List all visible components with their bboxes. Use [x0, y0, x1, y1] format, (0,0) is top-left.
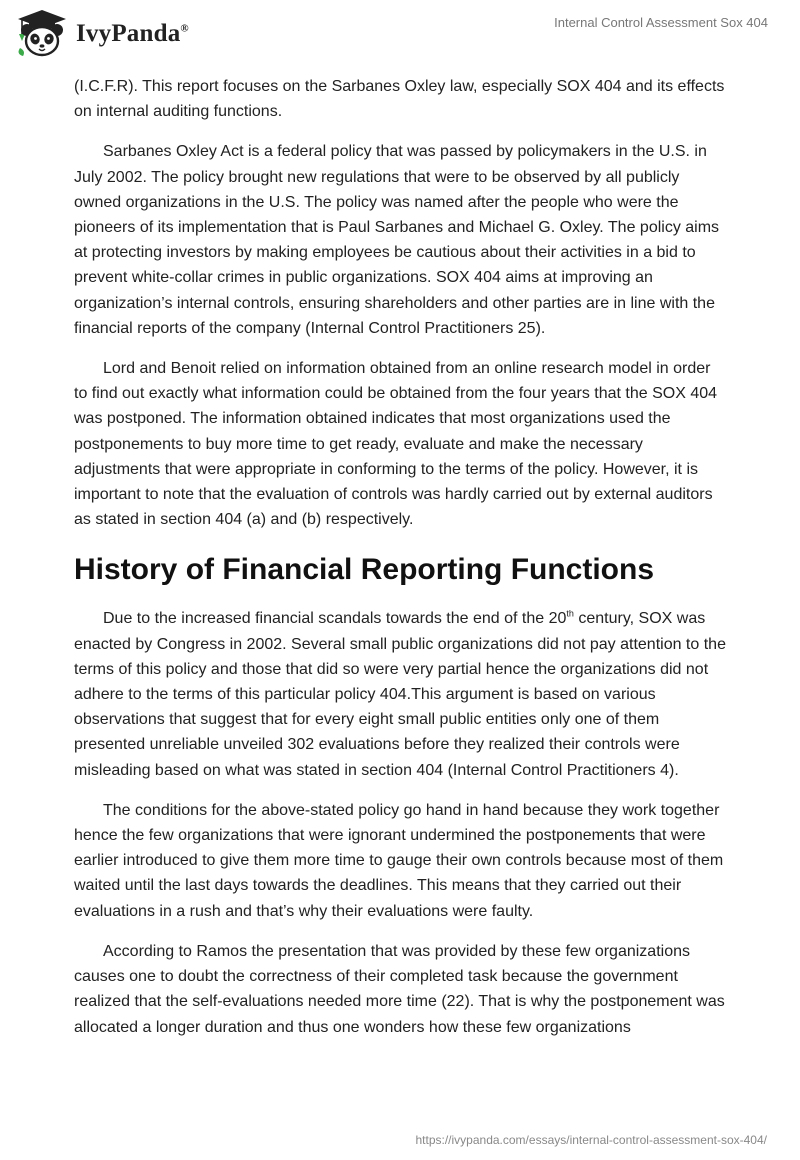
paragraph: Due to the increased financial scandals towards the end of the 20th century, SOX was enacted by Congress in 2002. Several small public organizations did not pay attention to the terms of this policy and those that did so were very partial hence the organizations did not adhere to the terms of this particular policy 404.This argument is based on various observations that suggest that for every eight small public entities only one of them presented unreliable unveiled 302 evaluations before they realized their controls were misleading based on what was stated in section 404 (Internal Control Practitioners 4).: [74, 609, 726, 779]
ivypanda-logo[interactable]: [14, 8, 189, 60]
paragraph: According to Ramos the presentation that was provided by these few organizations causes one to doubt the correctness of their completed task because the government realized that the self-evaluations needed more time (22). That is why the postponement was allocated a longer duration and thus one wonders how these few organizations: [74, 942, 725, 1036]
paragraph: Sarbanes Oxley Act is a federal policy that was passed by policymakers in the U.S. in July 2002. The policy brought new regulations that were to be observed by all publicly owned organizations in the U.S. The policy was named after the people who were the pioneers of its implementation that is Paul Sarbanes and Michael G. Oxley. The policy aims at protecting investors by making employees be cautious about their activities in a bid to prevent white-collar crimes in public organizations. SOX 404 aims at improving an organization’s internal controls, ensuring shareholders and other parties are in line with the financial reports of the company (Internal Control Practitioners 25).: [74, 143, 720, 337]
paragraph: The conditions for the above-stated policy go hand in hand because they work together hence the few organizations that were ignorant undermined the postponements that were earlier introduced to give them more time to gauge their own controls because most of them waited until the last days towards the deadlines. This means that they carried out their evaluations in a rush and that’s why their evaluations were faulty.: [74, 801, 724, 920]
panda-graduate-icon: [14, 8, 70, 60]
paragraph: (I.C.F.R). This report focuses on the Sarbanes Oxley law, especially SOX 404 and its effects on internal auditing functions.: [74, 78, 725, 121]
section-heading: History of Financial Reporting Functions: [74, 553, 655, 587]
document-title: Internal Control Assessment Sox 404: [554, 15, 768, 30]
essay-body: [74, 74, 726, 1055]
page-header: [0, 0, 800, 70]
brand-name: IvyPanda®: [76, 20, 189, 47]
source-url[interactable]: https://ivypanda.com/essays/internal-control-assessment-sox-404/: [415, 1133, 767, 1147]
paragraph: Lord and Benoit relied on information obtained from an online research model in order to find out exactly what information could be obtained from the four years that the SOX 404 was postponed. The information obtained indicates that most organizations used the postponements to buy more time to get ready, evaluate and make the necessary adjustments that were appropriate in conforming to the terms of the policy. However, it is important to note that the evaluation of controls was hardly carried out by external auditors as stated in section 404 (a) and (b) respectively.: [74, 360, 718, 529]
